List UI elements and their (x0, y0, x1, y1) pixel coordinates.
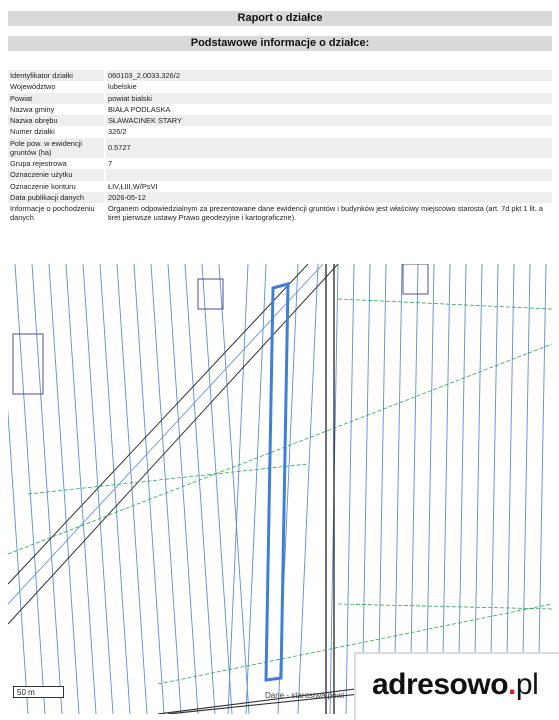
info-value: Organem odpowiedzialnym za prezentowane dane ewidencji gruntów i budynków jest właściwy miejscowo starosta (art. 7d pkt 1 lit. a tiret pierwsze ustawy Prawo geodezyjne i kartograficzne). (105, 203, 552, 224)
parcel-boundary (202, 264, 232, 714)
report-title: Raport o działce (8, 11, 552, 26)
info-label: Oznaczenie użytku (8, 169, 105, 180)
parcel-boundary (49, 264, 79, 714)
logo-tld: pl (515, 668, 539, 701)
parcel-boundary (458, 264, 466, 714)
info-label: Numer działki (8, 126, 105, 137)
info-value: 2026-05-12 (105, 192, 552, 203)
map-drawing (8, 264, 552, 714)
info-value: ŁIV,ŁIII,W/PsVI (105, 181, 552, 192)
parcel-boundary (362, 264, 370, 714)
precinct-boundary (28, 464, 308, 494)
parcel-boundary (346, 264, 354, 714)
parcel-map[interactable] (8, 264, 552, 714)
road-edge (8, 264, 308, 584)
parcel-boundary (185, 264, 215, 714)
info-value: 7 (105, 158, 552, 169)
parcel-boundary (474, 264, 482, 714)
info-value: 060103_2.0033.326/2 (105, 70, 552, 81)
info-row (8, 115, 552, 126)
building-outline (198, 279, 223, 309)
info-label: Nazwa obrębu (8, 115, 105, 126)
section-title: Podstawowe informacje o działce: (8, 36, 552, 51)
precinct-boundary (8, 344, 552, 554)
info-row (8, 181, 552, 192)
road-center (8, 264, 323, 604)
info-value: powiat bialski (105, 93, 552, 104)
info-value: lubelskie (105, 81, 552, 92)
selected-parcel-outline (266, 284, 288, 680)
adresowo-logo[interactable] (354, 652, 559, 720)
precinct-boundary (338, 299, 552, 309)
info-row (8, 126, 552, 137)
map-attribution: Dane - starostwa powi (265, 691, 345, 700)
parcel-boundary (66, 264, 96, 714)
info-label: Powiat (8, 93, 105, 104)
info-value: 326/2 (105, 126, 552, 137)
parcel-info-table (8, 70, 552, 224)
info-row (8, 203, 552, 224)
info-label: Informacje o pochodzeniu danych (8, 203, 105, 224)
info-value: 0.5727 (105, 138, 552, 159)
info-label: Oznaczenie konturu (8, 181, 105, 192)
parcel-boundary (83, 264, 113, 714)
info-value (105, 169, 552, 180)
info-label: Nazwa gminy (8, 104, 105, 115)
parcel-boundary (394, 264, 402, 714)
map-scale-bar: 50 m (13, 686, 64, 698)
parcel-boundary (15, 264, 45, 714)
logo-name: adresowo (372, 668, 509, 701)
parcel-boundary (538, 264, 546, 714)
info-row (8, 158, 552, 169)
info-row (8, 192, 552, 203)
info-row (8, 93, 552, 104)
parcel-boundary (378, 264, 386, 714)
info-row (8, 138, 552, 159)
parcel-boundary (246, 264, 266, 714)
building-outline (403, 264, 428, 294)
info-row (8, 169, 552, 180)
parcel-boundary (490, 264, 498, 714)
precinct-boundary (338, 604, 552, 609)
parcel-boundary (506, 264, 514, 714)
parcel-boundary (410, 264, 418, 714)
info-label: Identyfikator działki (8, 70, 105, 81)
parcel-boundary (134, 264, 164, 714)
parcel-boundary (426, 264, 434, 714)
info-row (8, 104, 552, 115)
parcel-boundary (298, 264, 318, 714)
logo-dot: . (508, 668, 516, 701)
info-label: Województwo (8, 81, 105, 92)
info-value: BIAŁA PODLASKA (105, 104, 552, 115)
parcel-boundary (32, 264, 62, 714)
info-row (8, 81, 552, 92)
info-label: Pole pow. w ewidencji gruntów (ha) (8, 138, 105, 159)
info-label: Grupa rejestrowa (8, 158, 105, 169)
info-row (8, 70, 552, 81)
parcel-boundary (8, 264, 28, 714)
parcel-boundary (442, 264, 450, 714)
info-value: SŁAWACINEK STARY (105, 115, 552, 126)
parcel-boundary (168, 264, 198, 714)
info-label: Data publikacji danych (8, 192, 105, 203)
parcel-boundary (522, 264, 530, 714)
